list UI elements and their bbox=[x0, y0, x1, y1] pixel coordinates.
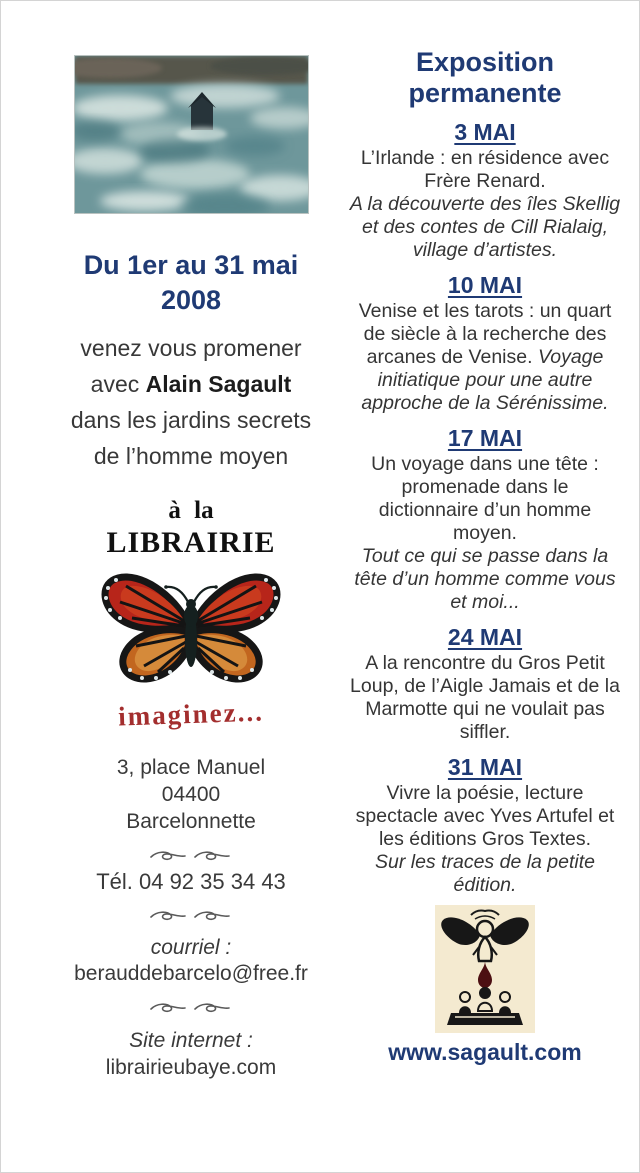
venue-title bbox=[35, 496, 347, 560]
email-label: courriel : bbox=[150, 936, 232, 959]
event-date-heading: 17 MAI bbox=[447, 425, 523, 451]
fleuron-divider-icon bbox=[149, 909, 233, 923]
event-description bbox=[349, 782, 621, 897]
event-date-heading: 24 MAI bbox=[447, 624, 523, 650]
fleuron-divider-icon bbox=[149, 849, 233, 863]
event-description-regular: A la rencontre du Gros Petit Loup, de l’Aigle Jamais et de la Marmotte qui ne voulait pas siffler. bbox=[350, 652, 620, 743]
imaginez-slogan: imaginez... bbox=[117, 696, 265, 732]
date-range-line1: Du 1er au 31 mai bbox=[83, 250, 299, 280]
event-date-heading: 31 MAI bbox=[447, 754, 523, 780]
event-10-mai bbox=[349, 272, 621, 415]
event-description-italic: A la découverte des îles Skellig et des contes de Cill Rialaig, village d’artistes. bbox=[349, 193, 621, 261]
website-block bbox=[35, 1027, 347, 1081]
event-31-mai bbox=[349, 754, 621, 897]
exposition-title bbox=[349, 47, 621, 109]
intro-text bbox=[35, 330, 347, 474]
event-description-regular: Venise et les tarots : un quart de siècle à la recherche des arcanes de Venise. bbox=[358, 300, 612, 368]
exposition-title-line1: Exposition bbox=[415, 47, 554, 77]
right-column bbox=[349, 1, 621, 1172]
intro-line4: de l’homme moyen bbox=[93, 443, 289, 469]
event-description-italic: Voyage initiatique pour une autre approche de la Sérénissime. bbox=[361, 346, 609, 414]
website-address: librairieubaye.com bbox=[105, 1056, 277, 1079]
address-postal-code: 04400 bbox=[161, 783, 221, 806]
address-block bbox=[35, 754, 347, 835]
event-description-italic: Sur les traces de la petite édition. bbox=[374, 851, 596, 896]
stormy-sea-painting-image bbox=[75, 56, 308, 213]
email-block bbox=[35, 935, 347, 987]
intro-line2-prefix: avec bbox=[90, 371, 146, 397]
email-address: berauddebarcelo@free.fr bbox=[74, 962, 308, 985]
intro-line2 bbox=[35, 366, 347, 402]
author-name: Alain Sagault bbox=[145, 371, 292, 397]
event-description bbox=[349, 453, 621, 614]
event-description bbox=[349, 652, 621, 744]
event-date-heading: 10 MAI bbox=[447, 272, 523, 298]
monarch-butterfly-image bbox=[96, 566, 286, 688]
phone-number: Tél. 04 92 35 34 43 bbox=[96, 869, 286, 894]
left-column bbox=[35, 1, 347, 1172]
venue-line1: à la bbox=[168, 497, 214, 524]
angel-ink-illustration-image bbox=[435, 905, 535, 1033]
event-description-regular: Vivre la poésie, lecture spectacle avec Yves Artufel et les éditions Gros Textes. bbox=[355, 782, 615, 850]
event-17-mai bbox=[349, 425, 621, 614]
event-date-heading: 3 MAI bbox=[454, 119, 516, 145]
date-range-title bbox=[35, 248, 347, 318]
intro-line1: venez vous promener bbox=[80, 335, 302, 361]
intro-line3: dans les jardins secrets bbox=[70, 407, 312, 433]
address-city: Barcelonnette bbox=[126, 810, 256, 833]
fleuron-divider-icon bbox=[149, 1001, 233, 1015]
event-description bbox=[349, 300, 621, 415]
address-street: 3, place Manuel bbox=[116, 756, 266, 779]
event-description-italic: Tout ce qui se passe dans la tête d’un homme comme vous et moi... bbox=[354, 545, 616, 613]
date-range-line2: 2008 bbox=[160, 285, 222, 315]
event-3-mai bbox=[349, 119, 621, 262]
website-label: Site internet : bbox=[129, 1029, 253, 1052]
angel-ink-illustration bbox=[435, 905, 535, 1033]
event-24-mai bbox=[349, 624, 621, 744]
event-description bbox=[349, 147, 621, 262]
stormy-sea-painting bbox=[74, 55, 309, 214]
exposition-title-line2: permanente bbox=[408, 78, 562, 108]
event-description-regular: Un voyage dans une tête : promenade dans le dictionnaire d’un homme moyen. bbox=[371, 453, 599, 544]
event-description-regular: L’Irlande : en résidence avec Frère Renard. bbox=[360, 147, 610, 192]
sagault-website: www.sagault.com bbox=[388, 1039, 582, 1065]
venue-line2: LIBRAIRIE bbox=[106, 526, 276, 559]
